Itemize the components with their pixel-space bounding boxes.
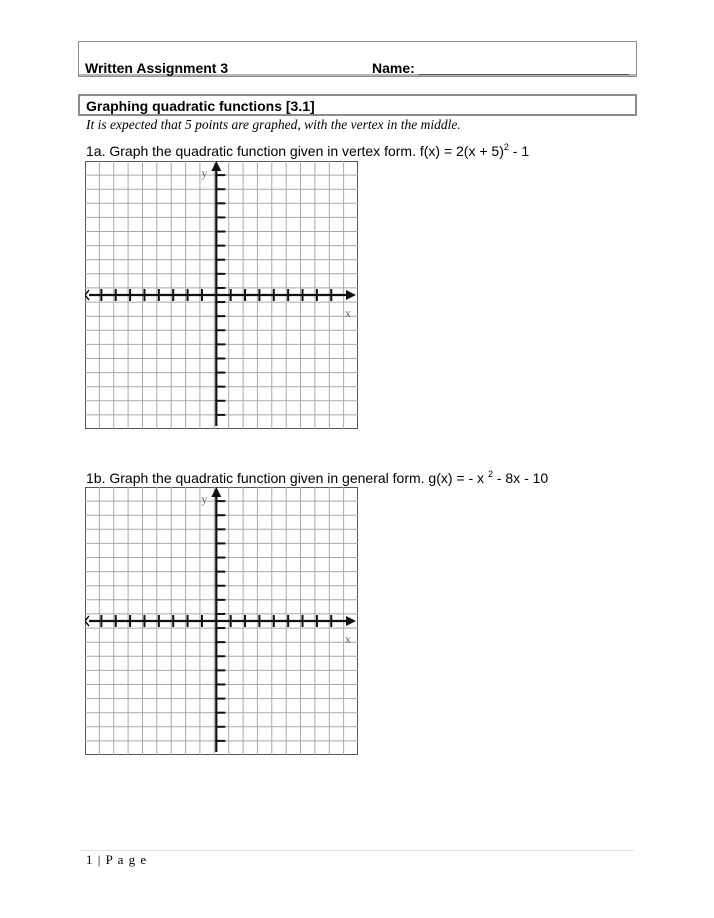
assignment-title: Written Assignment 3	[85, 60, 229, 76]
x-axis-label: x	[345, 306, 351, 320]
question-1b	[86, 470, 548, 486]
y-axis-label: y	[201, 166, 208, 180]
graph-grid-1b[interactable]	[85, 487, 358, 755]
y-axis-arrow	[211, 161, 221, 171]
name-field-label: Name: ___________________________	[372, 60, 629, 76]
x-axis-arrow	[346, 290, 356, 300]
assignment-header	[78, 41, 637, 77]
y-axis-label: y	[201, 492, 208, 506]
y-axis-arrow	[211, 487, 221, 497]
footer-divider	[80, 850, 634, 851]
question-1a-exponent: 2	[503, 142, 509, 152]
grid-svg-1a	[85, 161, 358, 429]
question-1b-tail: - 8x - 10	[492, 470, 549, 486]
graph-grid-1a[interactable]	[85, 161, 358, 429]
grid-svg-1b	[85, 487, 358, 755]
page-number: 1 | P a g e	[86, 852, 148, 867]
question-1a-tail: - 1	[508, 143, 530, 159]
question-1a-text: 1a. Graph the quadratic function given in vertex form. f(x) = 2(x + 5)	[86, 143, 504, 159]
question-1b-text: 1b. Graph the quadratic function given in general form. g(x) = - x	[86, 470, 488, 486]
question-1a	[86, 143, 529, 159]
question-1b-exponent: 2	[487, 469, 493, 479]
section-instruction: It is expected that 5 points are graphed, with the vertex in the middle.	[86, 117, 461, 132]
x-axis-arrow	[346, 616, 356, 626]
section-title: Graphing quadratic functions [3.1]	[86, 98, 315, 114]
x-axis-label: x	[345, 632, 351, 646]
section-header	[78, 94, 637, 116]
